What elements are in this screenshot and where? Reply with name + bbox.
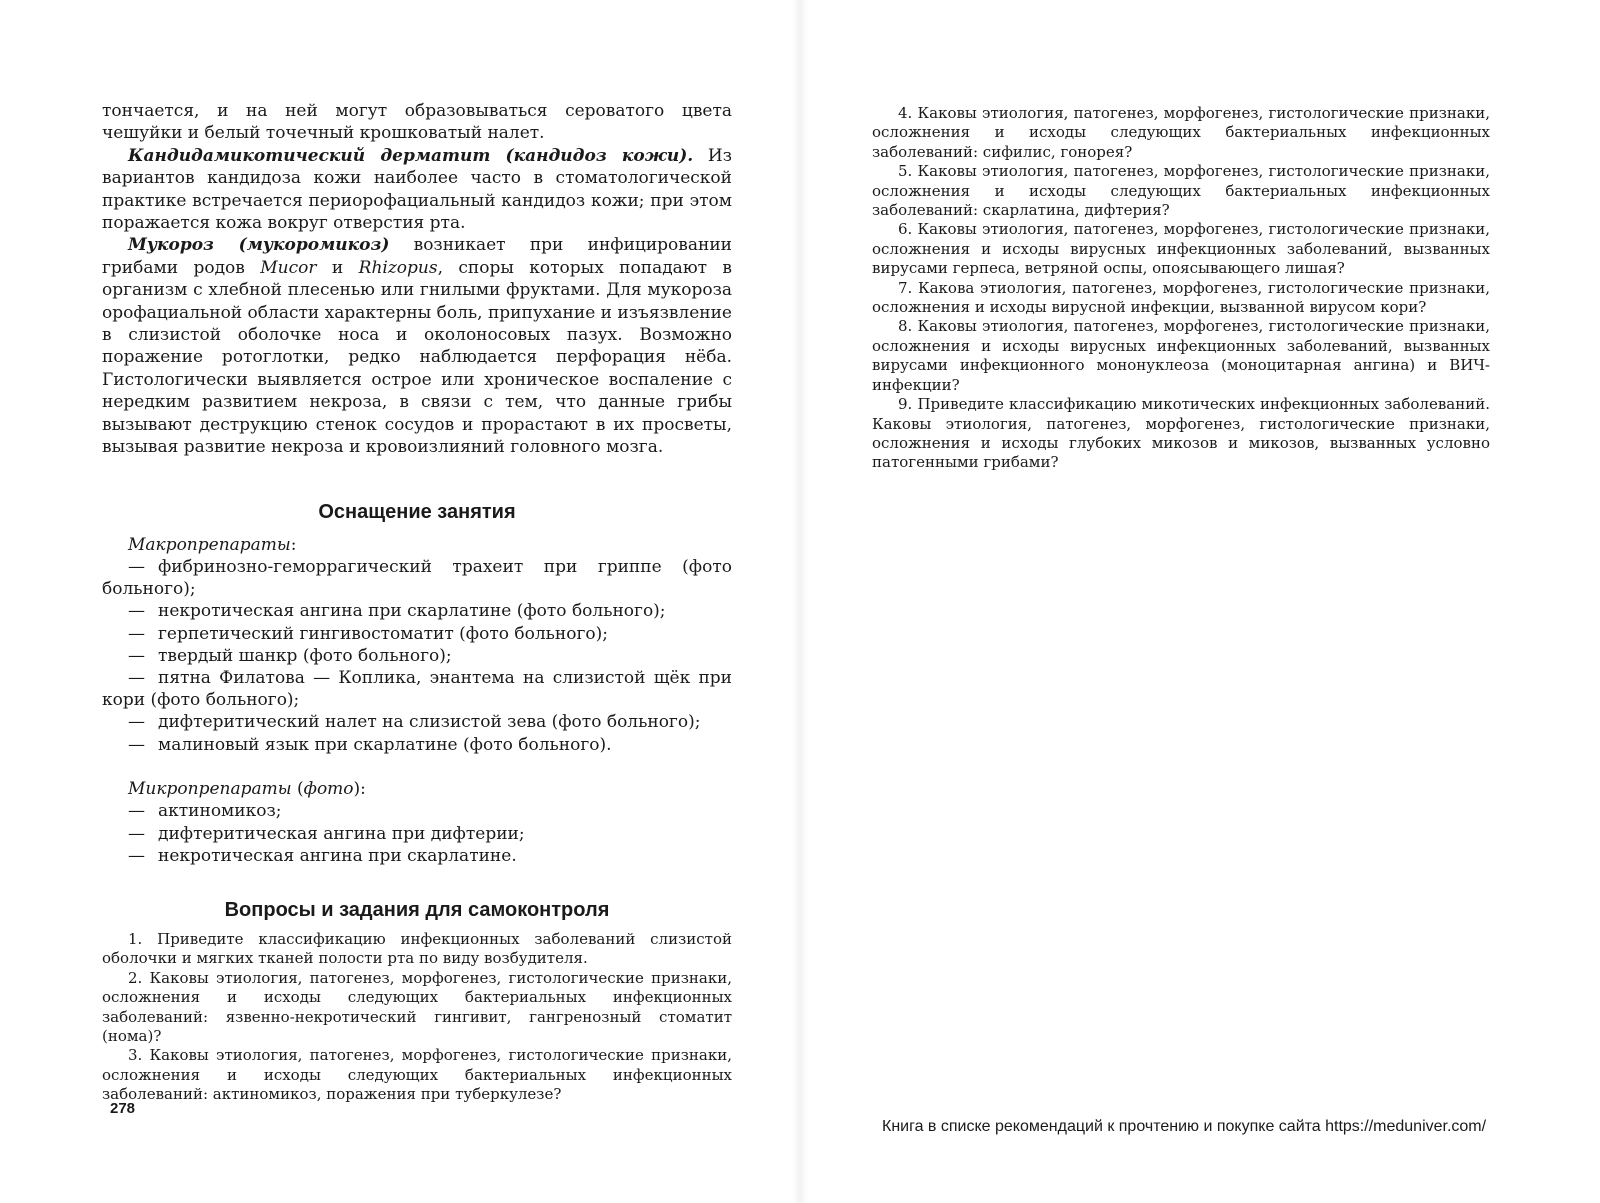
dash-marker: — bbox=[128, 601, 145, 622]
genus-mucor: Mucor bbox=[260, 257, 317, 278]
equipment-heading: Оснащение занятия bbox=[318, 500, 516, 523]
list-item bbox=[102, 734, 732, 756]
question-text: Каковы этиология, патогенез, морфогенез, гистологические признаки, осложнения и исходы следующих бактериальных инфекционных заболеваний: сифилис, гонорея? bbox=[872, 104, 1490, 161]
question-number: 5. bbox=[898, 162, 913, 181]
question-number: 2. bbox=[128, 968, 143, 987]
question-text: Каковы этиология, патогенез, морфогенез, гистологические признаки, осложнения и исходы следующих бактериальных инфекционных заболеваний: скарлатина, дифтерия? bbox=[872, 162, 1490, 220]
paragraph-candidiasis bbox=[102, 145, 732, 235]
micro-label-photo: фото bbox=[303, 778, 354, 799]
page-number: 278 bbox=[110, 1100, 136, 1117]
right-text-column bbox=[872, 104, 1490, 473]
paragraph-text: Из вариантов кандидоза кожи наиболее часто в стоматологической практике встречается периорофациальный кандидоз кожи; при этом поражается кожа вокруг отверстия рта. bbox=[102, 145, 732, 234]
questions-heading: Вопросы и задания для самоконтроля bbox=[224, 898, 610, 921]
list-item-text: некротическая ангина при скарлатине. bbox=[158, 845, 517, 866]
questions-list-left bbox=[102, 930, 732, 1105]
question-number: 4. bbox=[898, 104, 913, 122]
paragraph-text: тончается, и на ней могут образовываться сероватого цвета чешуйки и белый точечный крошковатый налет. bbox=[102, 101, 732, 144]
micro-list bbox=[102, 800, 732, 867]
question-text: Приведите классификацию инфекционных заболеваний слизистой оболочки и мягких тканей полости рта по виду возбудителя. bbox=[102, 929, 732, 968]
question-text: Приведите классификацию микотических инфекционных заболеваний. Каковы этиология, патогенез, морфогенез, гистологические признаки, осложнения и исходы глубоких микозов и микозов, вызванных условно патогенными грибами? bbox=[872, 395, 1490, 472]
list-item-text: фибринозно-геморрагический трахеит при гриппе (фото больного); bbox=[102, 557, 732, 600]
macro-label bbox=[128, 534, 732, 557]
list-item-text: пятна Филатова — Коплика, энантема на слизистой щёк при кори (фото больного); bbox=[102, 668, 732, 711]
dash-marker: — bbox=[128, 623, 145, 644]
genus-rhizopus: Rhizopus bbox=[358, 257, 438, 278]
list-item bbox=[102, 845, 732, 867]
question-item bbox=[102, 1046, 732, 1104]
list-item-text: дифтеритический налет на слизистой зева (фото больного); bbox=[158, 712, 701, 733]
dash-marker: — bbox=[128, 712, 145, 733]
macro-label-text: Макропрепараты bbox=[128, 534, 291, 555]
footer-note: Книга в списке рекомендаций к прочтению и покупке сайта https://meduniver.com/ bbox=[882, 1118, 1487, 1135]
micro-label-text: Микропрепараты bbox=[128, 778, 292, 799]
question-text: Какова этиология, патогенез, морфогенез, гистологические признаки, осложнения и исходы вирусной инфекции, вызванной вирусом кори? bbox=[872, 278, 1490, 317]
question-item bbox=[102, 930, 732, 969]
paragraph-mucormycosis bbox=[102, 234, 732, 458]
micro-label-paren: ( bbox=[291, 778, 304, 799]
dash-marker: — bbox=[128, 845, 145, 866]
list-item bbox=[102, 556, 732, 600]
dash-marker: — bbox=[128, 801, 145, 822]
list-item-text: герпетический гингивостоматит (фото больного); bbox=[158, 623, 608, 644]
paragraph-continuation bbox=[102, 100, 732, 145]
list-item bbox=[102, 667, 732, 711]
question-number: 6. bbox=[898, 220, 913, 239]
question-number: 9. bbox=[898, 395, 913, 414]
micro-label-end: ): bbox=[353, 778, 366, 799]
question-item bbox=[872, 279, 1490, 318]
right-page bbox=[800, 0, 1600, 1203]
question-text: Каковы этиология, патогенез, морфогенез, гистологические признаки, осложнения и исходы вирусных инфекционных заболеваний, вызванных вирусами инфекционного мононуклеоза (моноцитарная ангина) и ВИЧ-инфекции? bbox=[872, 317, 1490, 394]
paragraph-text: , споры которых попадают в организм с хлебной плесенью или гнилыми фруктами. Для мукороза орофациальной области характерны боль, припухание и изъязвление в слизистой оболочке носа и околоносовых пазух. Возможно поражение ротоглотки, редко наблюдается перфорация нёба. Гистологически выявляется острое или хроническое воспаление с нередким развитием некроза, в связи с тем, что данные грибы вызывают деструкцию стенок сосудов и прорастают в их просветы, вызывая развитие некроза и кровоизлияний головного мозга. bbox=[102, 257, 732, 458]
list-item bbox=[102, 823, 732, 845]
list-item bbox=[102, 600, 732, 622]
question-number: 8. bbox=[898, 317, 913, 336]
question-number: 3. bbox=[128, 1046, 143, 1065]
list-item-text: некротическая ангина при скарлатине (фото больного); bbox=[158, 601, 666, 622]
list-item bbox=[102, 711, 732, 733]
micro-label bbox=[128, 778, 732, 801]
term-candidiasis: Кандидамикотический дерматит (кандидоз кожи). bbox=[128, 145, 694, 166]
question-item bbox=[872, 162, 1490, 220]
dash-marker: — bbox=[128, 668, 145, 689]
question-item bbox=[872, 104, 1490, 162]
paragraph-text: возникает при инфицировании грибами родов bbox=[102, 235, 732, 278]
dash-marker: — bbox=[128, 645, 145, 666]
question-item bbox=[872, 395, 1490, 473]
list-item bbox=[102, 623, 732, 645]
list-item-text: малиновый язык при скарлатине (фото больного). bbox=[158, 734, 612, 755]
dash-marker: — bbox=[128, 734, 145, 755]
question-number: 7. bbox=[898, 278, 913, 297]
macro-list bbox=[102, 556, 732, 756]
list-item bbox=[102, 645, 732, 667]
list-item-text: дифтеритическая ангина при дифтерии; bbox=[158, 823, 525, 844]
question-text: Каковы этиология, патогенез, морфогенез, гистологические признаки, осложнения и исходы следующих бактериальных инфекционных заболеваний: язвенно-некротический гингивит, гангренозный стоматит (нома)? bbox=[102, 968, 732, 1045]
list-item-text: твердый шанкр (фото больного); bbox=[158, 645, 452, 666]
dash-marker: — bbox=[128, 823, 145, 844]
dash-marker: — bbox=[128, 557, 145, 577]
left-text-column bbox=[102, 100, 732, 1105]
conjunction: и bbox=[316, 257, 359, 278]
question-item bbox=[872, 220, 1490, 278]
macro-label-colon: : bbox=[290, 534, 297, 555]
term-mucormycosis: Мукороз (мукоромикоз) bbox=[128, 235, 390, 256]
question-text: Каковы этиология, патогенез, морфогенез, гистологические признаки, осложнения и исходы следующих бактериальных инфекционных заболеваний: актиномикоз, поражения при туберкулезе? bbox=[102, 1046, 732, 1104]
question-item bbox=[102, 969, 732, 1047]
question-text: Каковы этиология, патогенез, морфогенез, гистологические признаки, осложнения и исходы вирусных инфекционных заболеваний, вызванных вирусами герпеса, ветряной оспы, опоясывающего лишая? bbox=[872, 220, 1490, 278]
list-item-text: актиномикоз; bbox=[158, 801, 282, 822]
list-item bbox=[102, 800, 732, 822]
question-number: 1. bbox=[128, 929, 143, 948]
question-item bbox=[872, 317, 1490, 395]
